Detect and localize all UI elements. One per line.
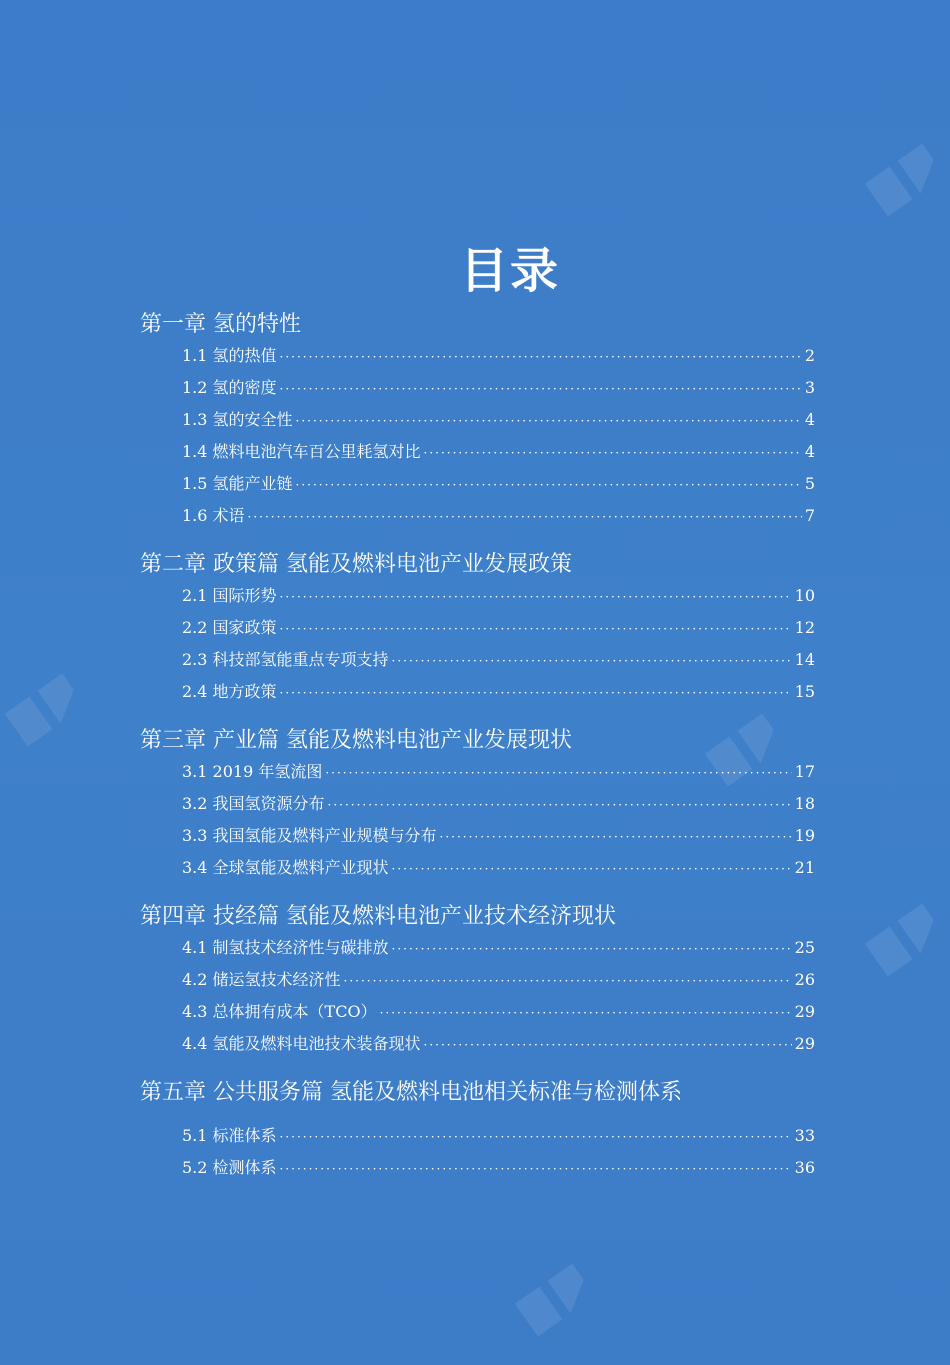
toc-entry[interactable] [140, 404, 815, 436]
entry-label: 2.4 地方政策 [182, 682, 277, 701]
dot-leader [280, 341, 802, 373]
toc-entry[interactable] [140, 852, 815, 884]
chapter-3 [140, 726, 815, 884]
entry-label: 1.2 氢的密度 [182, 378, 277, 397]
chapter-5 [140, 1078, 815, 1184]
table-of-contents [140, 310, 815, 1202]
entry-page: 2 [804, 346, 815, 365]
entry-label: 3.3 我国氢能及燃料产业规模与分布 [182, 826, 437, 845]
entry-page: 14 [794, 650, 815, 669]
entry-page: 7 [804, 506, 815, 525]
dot-leader [325, 757, 791, 789]
toc-entry[interactable] [140, 676, 815, 708]
entry-label: 2.2 国家政策 [182, 618, 277, 637]
entry-label: 1.3 氢的安全性 [182, 410, 293, 429]
watermark-icon [0, 660, 99, 761]
entry-page: 17 [794, 762, 815, 781]
dot-leader [440, 821, 792, 853]
entry-label: 4.3 总体拥有成本（TCO） [182, 1002, 377, 1021]
dot-leader [328, 789, 792, 821]
page-title: 目录 [459, 243, 560, 299]
entry-label: 2.1 国际形势 [182, 586, 277, 605]
toc-entry[interactable] [140, 964, 815, 996]
dot-leader [280, 1153, 792, 1185]
entry-page: 15 [794, 682, 815, 701]
chapter-title[interactable]: 第五章 公共服务篇 氢能及燃料电池相关标准与检测体系 [140, 1080, 682, 1105]
dot-leader [280, 581, 792, 613]
toc-entry[interactable] [140, 644, 815, 676]
dot-leader [392, 645, 792, 677]
entry-label: 2.3 科技部氢能重点专项支持 [182, 650, 389, 669]
entry-label: 3.4 全球氢能及燃料产业现状 [182, 858, 389, 877]
chapter-4 [140, 902, 815, 1060]
entry-page: 33 [794, 1126, 815, 1145]
entry-label: 1.4 燃料电池汽车百公里耗氢对比 [182, 442, 421, 461]
dot-leader [424, 1029, 792, 1061]
chapter-1 [140, 310, 815, 532]
chapter-title[interactable]: 第四章 技经篇 氢能及燃料电池产业技术经济现状 [140, 904, 616, 929]
toc-entry[interactable] [140, 820, 815, 852]
entry-label: 4.4 氢能及燃料电池技术装备现状 [182, 1034, 421, 1053]
entry-label: 1.1 氢的热值 [182, 346, 277, 365]
entry-label: 1.5 氢能产业链 [182, 474, 293, 493]
entry-page: 12 [794, 618, 815, 637]
entry-label: 3.2 我国氢资源分布 [182, 794, 325, 813]
dot-leader [424, 437, 802, 469]
watermark-icon [851, 890, 950, 991]
chapter-2 [140, 550, 815, 708]
toc-entry[interactable] [140, 340, 815, 372]
toc-entry[interactable] [140, 1152, 815, 1184]
entry-label: 3.1 2019 年氢流图 [182, 762, 323, 781]
entry-page: 26 [794, 970, 815, 989]
chapter-title[interactable]: 第三章 产业篇 氢能及燃料电池产业发展现状 [140, 728, 572, 753]
watermark-icon [851, 130, 950, 231]
dot-leader [280, 613, 792, 645]
toc-entry[interactable] [140, 788, 815, 820]
toc-entry[interactable] [140, 1028, 815, 1060]
dot-leader [280, 677, 792, 709]
toc-entry[interactable] [140, 756, 815, 788]
entry-label: 1.6 术语 [182, 506, 245, 525]
chapter-title[interactable]: 第一章 氢的特性 [140, 312, 301, 337]
dot-leader [280, 373, 802, 405]
entry-label: 5.1 标准体系 [182, 1126, 277, 1145]
entry-page: 10 [794, 586, 815, 605]
toc-entry[interactable] [140, 500, 815, 532]
entry-page: 19 [794, 826, 815, 845]
toc-entry[interactable] [140, 372, 815, 404]
toc-entry[interactable] [140, 1120, 815, 1152]
watermark-icon [501, 1250, 609, 1351]
dot-leader [248, 501, 802, 533]
entry-page: 4 [804, 442, 815, 461]
dot-leader [392, 933, 792, 965]
dot-leader [380, 997, 792, 1029]
toc-entry[interactable] [140, 612, 815, 644]
entry-label: 5.2 检测体系 [182, 1158, 277, 1177]
dot-leader [344, 965, 792, 997]
chapter-title[interactable]: 第二章 政策篇 氢能及燃料电池产业发展政策 [140, 552, 572, 577]
dot-leader [296, 405, 802, 437]
toc-entry[interactable] [140, 996, 815, 1028]
entry-page: 29 [794, 1002, 815, 1021]
entry-page: 18 [794, 794, 815, 813]
entry-page: 3 [804, 378, 815, 397]
toc-entry[interactable] [140, 580, 815, 612]
toc-entry[interactable] [140, 436, 815, 468]
toc-entry[interactable] [140, 932, 815, 964]
entry-page: 21 [794, 858, 815, 877]
entry-page: 25 [794, 938, 815, 957]
dot-leader [296, 469, 802, 501]
toc-entry[interactable] [140, 468, 815, 500]
entry-label: 4.1 制氢技术经济性与碳排放 [182, 938, 389, 957]
entry-page: 36 [794, 1158, 815, 1177]
entry-page: 5 [804, 474, 815, 493]
entry-page: 4 [804, 410, 815, 429]
entry-page: 29 [794, 1034, 815, 1053]
dot-leader [392, 853, 792, 885]
dot-leader [280, 1121, 792, 1153]
entry-label: 4.2 储运氢技术经济性 [182, 970, 341, 989]
